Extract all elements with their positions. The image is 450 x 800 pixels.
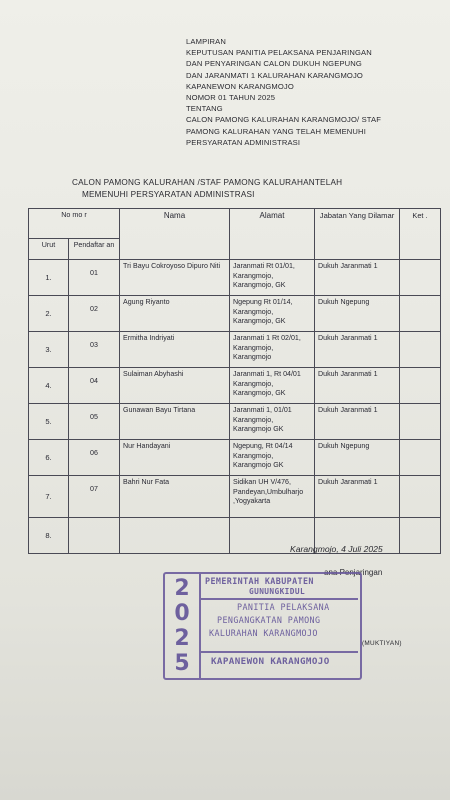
header-nomor: No mo r (29, 209, 120, 239)
table-title-line-1: CALON PAMONG KALURAHAN /STAF PAMONG KALURAHANTELAH (72, 178, 343, 187)
header-line: LAMPIRAN (186, 37, 227, 46)
stamp-line: PENGANGKATAN PAMONG (217, 615, 321, 625)
cell-ket (400, 296, 441, 332)
attachment-header (186, 36, 436, 148)
header-line: PERSYARATAN ADMINISTRASI (186, 137, 301, 147)
header-line: DAN JARANMATI 1 KALURAHAN KARANGMOJO (186, 70, 363, 80)
cell-urut: 6. (29, 440, 69, 476)
cell-nama: Sulaiman Abyhashi (120, 368, 230, 404)
cell-nama (120, 518, 230, 554)
cell-jabatan: Dukuh Jaranmati 1 (315, 476, 400, 518)
cell-nama: Bahri Nur Fata (120, 476, 230, 518)
header-line: PAMONG KALURAHAN YANG TELAH MEMENUHI (186, 126, 366, 136)
cell-jabatan: Dukuh Jaranmati 1 (315, 260, 400, 296)
cell-jabatan: Dukuh Jaranmati 1 (315, 404, 400, 440)
cell-urut: 7. (29, 476, 69, 518)
cell-urut: 1. (29, 260, 69, 296)
header-line: DAN PENYARINGAN CALON DUKUH NGEPUNG (186, 59, 362, 69)
cell-ket (400, 368, 441, 404)
cell-alamat: Jaranmati 1, 01/01 Karangmojo, Karangmojo GK (230, 404, 315, 440)
stamp-line: GUNUNGKIDUL (249, 587, 306, 596)
cell-urut: 3. (29, 332, 69, 368)
cell-pendaftaran: 02 (69, 296, 120, 332)
header-alamat: Alamat (230, 209, 315, 260)
cell-ket (400, 404, 441, 440)
cell-urut: 5. (29, 404, 69, 440)
stamp-divider (199, 651, 358, 653)
cell-pendaftaran: 06 (69, 440, 120, 476)
header-urut: Urut (29, 239, 69, 260)
cell-pendaftaran: 04 (69, 368, 120, 404)
cell-alamat: Ngepung Rt 01/14, Karangmojo, Karangmojo, GK (230, 296, 315, 332)
cell-ket (400, 260, 441, 296)
cell-pendaftaran (69, 518, 120, 554)
stamp-year-digit: 0 (174, 601, 190, 626)
cell-alamat: Sidikan UH V/476, Pandeyan,Umbulharjo ,Yogyakarta (230, 476, 315, 518)
table-row (29, 440, 441, 476)
cell-urut: 8. (29, 518, 69, 554)
cell-pendaftaran: 05 (69, 404, 120, 440)
stamp-year-digit: 5 (174, 651, 190, 676)
cell-jabatan: Dukuh Jaranmati 1 (315, 368, 400, 404)
stamp-line: PANITIA PELAKSANA (237, 602, 330, 612)
table-title-line-2: MEMENUHI PERSYARATAN ADMINISTRASI (82, 189, 255, 199)
stamp-line: KALURAHAN KARANGMOJO (209, 628, 318, 638)
header-pendaftaran: Pendaftar an (69, 239, 120, 260)
cell-ket (400, 518, 441, 554)
stamp-divider (199, 598, 358, 600)
cell-jabatan: Dukuh Ngepung (315, 440, 400, 476)
table-row (29, 404, 441, 440)
cell-pendaftaran: 07 (69, 476, 120, 518)
header-line: NOMOR 01 TAHUN 2025 (186, 93, 276, 103)
header-line: CALON PAMONG KALURAHAN KARANGMOJO/ STAF (186, 115, 382, 125)
cell-pendaftaran: 01 (69, 260, 120, 296)
cell-ket (400, 332, 441, 368)
table-row (29, 260, 441, 296)
table-row (29, 476, 441, 518)
header-nama: Nama (120, 209, 230, 260)
cell-ket (400, 476, 441, 518)
cell-alamat: Jaranmati 1 Rt 02/01, Karangmojo, Karangmojo (230, 332, 315, 368)
candidates-table (28, 208, 441, 554)
cell-nama: Nur Handayani (120, 440, 230, 476)
cell-urut: 2. (29, 296, 69, 332)
cell-alamat: Jaranmati Rt 01/01, Karangmojo, Karangmojo, GK (230, 260, 315, 296)
stamp-line: KAPANEWON KARANGMOJO (211, 656, 330, 667)
cell-alamat: Ngepung, Rt 04/14 Karangmojo, Karangmojo GK (230, 440, 315, 476)
table-title (72, 177, 412, 200)
header-jabatan: Jabatan Yang Dilamar (315, 209, 400, 260)
header-ket: Ket . (400, 209, 441, 260)
signer-title: ana Penjaringan (324, 568, 383, 577)
header-line: KEPUTUSAN PANITIA PELAKSANA PENJARINGAN (186, 48, 372, 58)
table-row (29, 368, 441, 404)
cell-ket (400, 440, 441, 476)
stamp-line: PEMERINTAH KABUPATEN (205, 576, 314, 586)
stamp-year-digit: 2 (174, 626, 190, 651)
cell-pendaftaran: 03 (69, 332, 120, 368)
stamp-year (165, 574, 201, 678)
cell-nama: Ermitha Indriyati (120, 332, 230, 368)
signer-name: (MUKTIYAN) (362, 640, 402, 647)
cell-jabatan: Dukuh Ngepung (315, 296, 400, 332)
header-line: KAPANEWON KARANGMOJO (186, 81, 294, 91)
table-row (29, 332, 441, 368)
header-line: TENTANG (186, 104, 223, 114)
cell-nama: Gunawan Bayu Tirtana (120, 404, 230, 440)
cell-nama: Agung Riyanto (120, 296, 230, 332)
cell-alamat: Jaranmati 1, Rt 04/01 Karangmojo, Karangmojo, GK (230, 368, 315, 404)
official-stamp (163, 572, 362, 680)
stamp-year-digit: 2 (174, 576, 190, 601)
cell-jabatan: Dukuh Jaranmati 1 (315, 332, 400, 368)
signing-date: Karangmojo, 4 Juli 2025 (290, 544, 383, 554)
cell-urut: 4. (29, 368, 69, 404)
table-row (29, 296, 441, 332)
cell-nama: Tri Bayu Cokroyoso Dipuro Niti (120, 260, 230, 296)
